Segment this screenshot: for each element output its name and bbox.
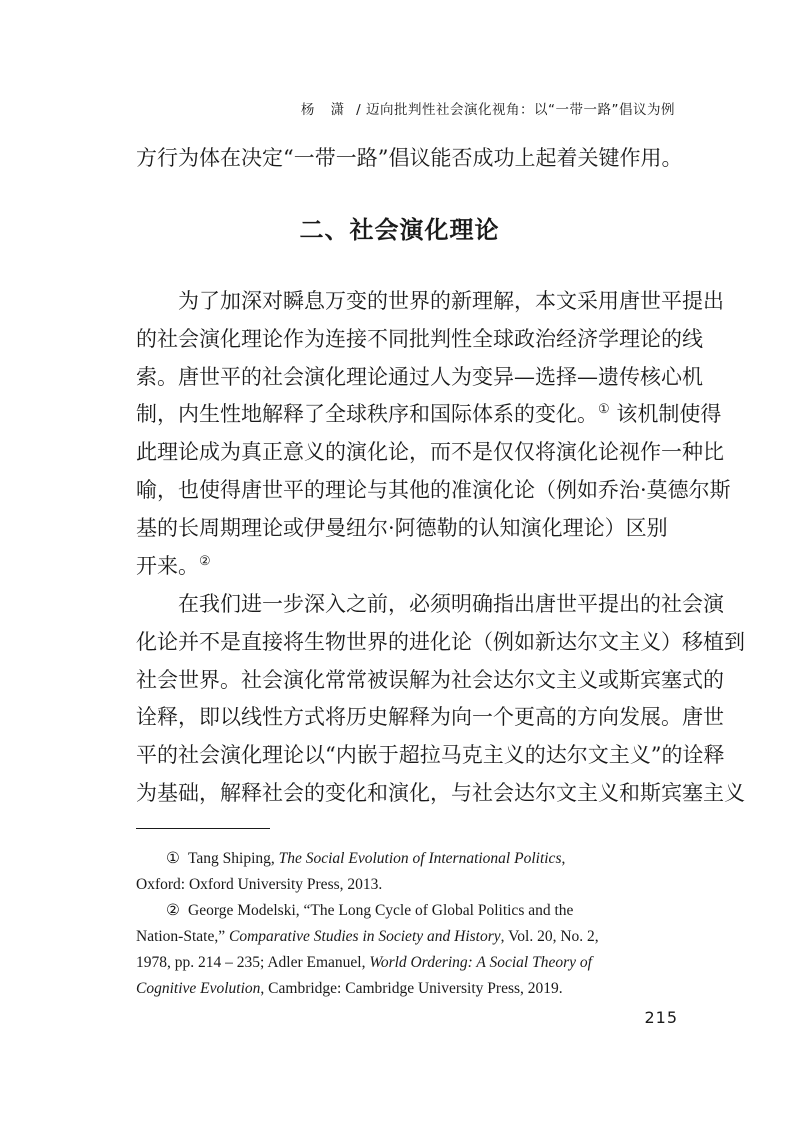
page-number: 215 [644,1008,678,1027]
p2-line-6: 为基础，解释社会的变化和演化，与社会达尔文主义和斯宾塞主义 [136,780,745,805]
footnote-ref-1[interactable]: ① [598,402,610,418]
header-article-title: 迈向批判性社会演化视角：以“一带一路”倡议为例 [366,102,675,118]
footnote-2-book-a: World Ordering: A Social Theory of [369,954,592,971]
paragraph-1 [136,283,731,585]
footnote-2-line-3 [136,950,680,976]
footnote-rule [136,828,270,829]
p1-line-8 [136,548,684,586]
footnote-2-line-1-text: George Modelski, “The Long Cycle of Global Politics and the [188,902,574,919]
p2-line-4: 诠释，即以线性方式将历史解释为向一个更高的方向发展。唐世 [136,705,724,730]
p2-line-5: 平的社会演化理论以“内嵌于超拉马克主义的达尔文主义”的诠释 [136,743,725,768]
p1-line-4 [136,396,722,434]
footnote-1-line-2: Oxford: Oxford University Press, 2013. [136,876,383,893]
footnote-2-journal: Comparative Studies in Society and History [228,928,501,945]
p1-line-1: 为了加深对瞬息万变的世界的新理解，本文采用唐世平提出 [178,289,724,313]
footnote-2-line-2a: Nation-State,” [136,928,229,945]
footnote-1-line-1 [136,846,680,872]
footnote-2-marker: ② [166,902,180,919]
p1-line-4-text: 制，内生性地解释了全球秩序和国际体系的变化。 [136,402,598,427]
p1-line-8-text: 开来。 [136,553,199,578]
p1-line-3: 索。唐世平的社会演化理论通过人为变异—选择—遗传核心机 [136,364,703,389]
paragraph-2 [136,586,745,813]
footnote-2-line-2b: , Vol. 20, No. 2, [500,928,599,945]
p2-line-1: 在我们进一步深入之前，必须明确指出唐世平提出的社会演 [178,592,724,616]
p2-line-2: 化论并不是直接将生物世界的进化论（例如新达尔文主义）移植到 [136,629,745,654]
section-heading: 二、社会演化理论 [299,216,500,244]
p1-line-6: 喻，也使得唐世平的理论与其他的准演化论（例如乔治·莫德尔斯 [136,477,731,502]
p1-line-2: 的社会演化理论作为连接不同批判性全球政治经济学理论的线 [136,326,703,351]
footnote-2-line-4 [136,976,680,1002]
footnote-2-line-4b: , Cambridge: Cambridge University Press, 2019. [260,980,563,997]
carryover-line: 方行为体在决定“一带一路”倡议能否成功上起着关键作用。 [136,146,683,170]
footnote-ref-2[interactable]: ② [199,553,211,569]
header-separator: / [356,102,362,118]
footnote-1 [136,846,680,898]
carryover-paragraph [136,140,684,178]
running-header [301,98,675,118]
footnote-1-author: Tang Shiping, [188,850,279,867]
footnote-1-marker: ① [166,850,180,867]
p1-line-4-tail: 该机制使得 [616,402,722,427]
footnote-1-work: The Social Evolution of International Politics [278,850,562,867]
footnote-2-line-2 [136,924,680,950]
p1-line-5: 此理论成为真正意义的演化论，而不是仅仅将演化论视作一种比 [136,440,724,465]
footnotes [136,846,680,1002]
p2-line-3: 社会世界。社会演化常常被误解为社会达尔文主义或斯宾塞式的 [136,667,724,692]
p1-line-7: 基的长周期理论或伊曼纽尔·阿德勒的认知演化理论）区别 [136,515,668,540]
footnote-2-line-1 [136,898,680,924]
header-author: 杨 潇 [300,102,351,118]
footnote-2-line-3a: 1978, pp. 214 – 235; Adler Emanuel, [136,954,370,971]
footnote-2 [136,898,680,1002]
footnote-2-book-b: Cognitive Evolution [136,980,261,997]
footnote-1-punct: , [561,850,566,867]
